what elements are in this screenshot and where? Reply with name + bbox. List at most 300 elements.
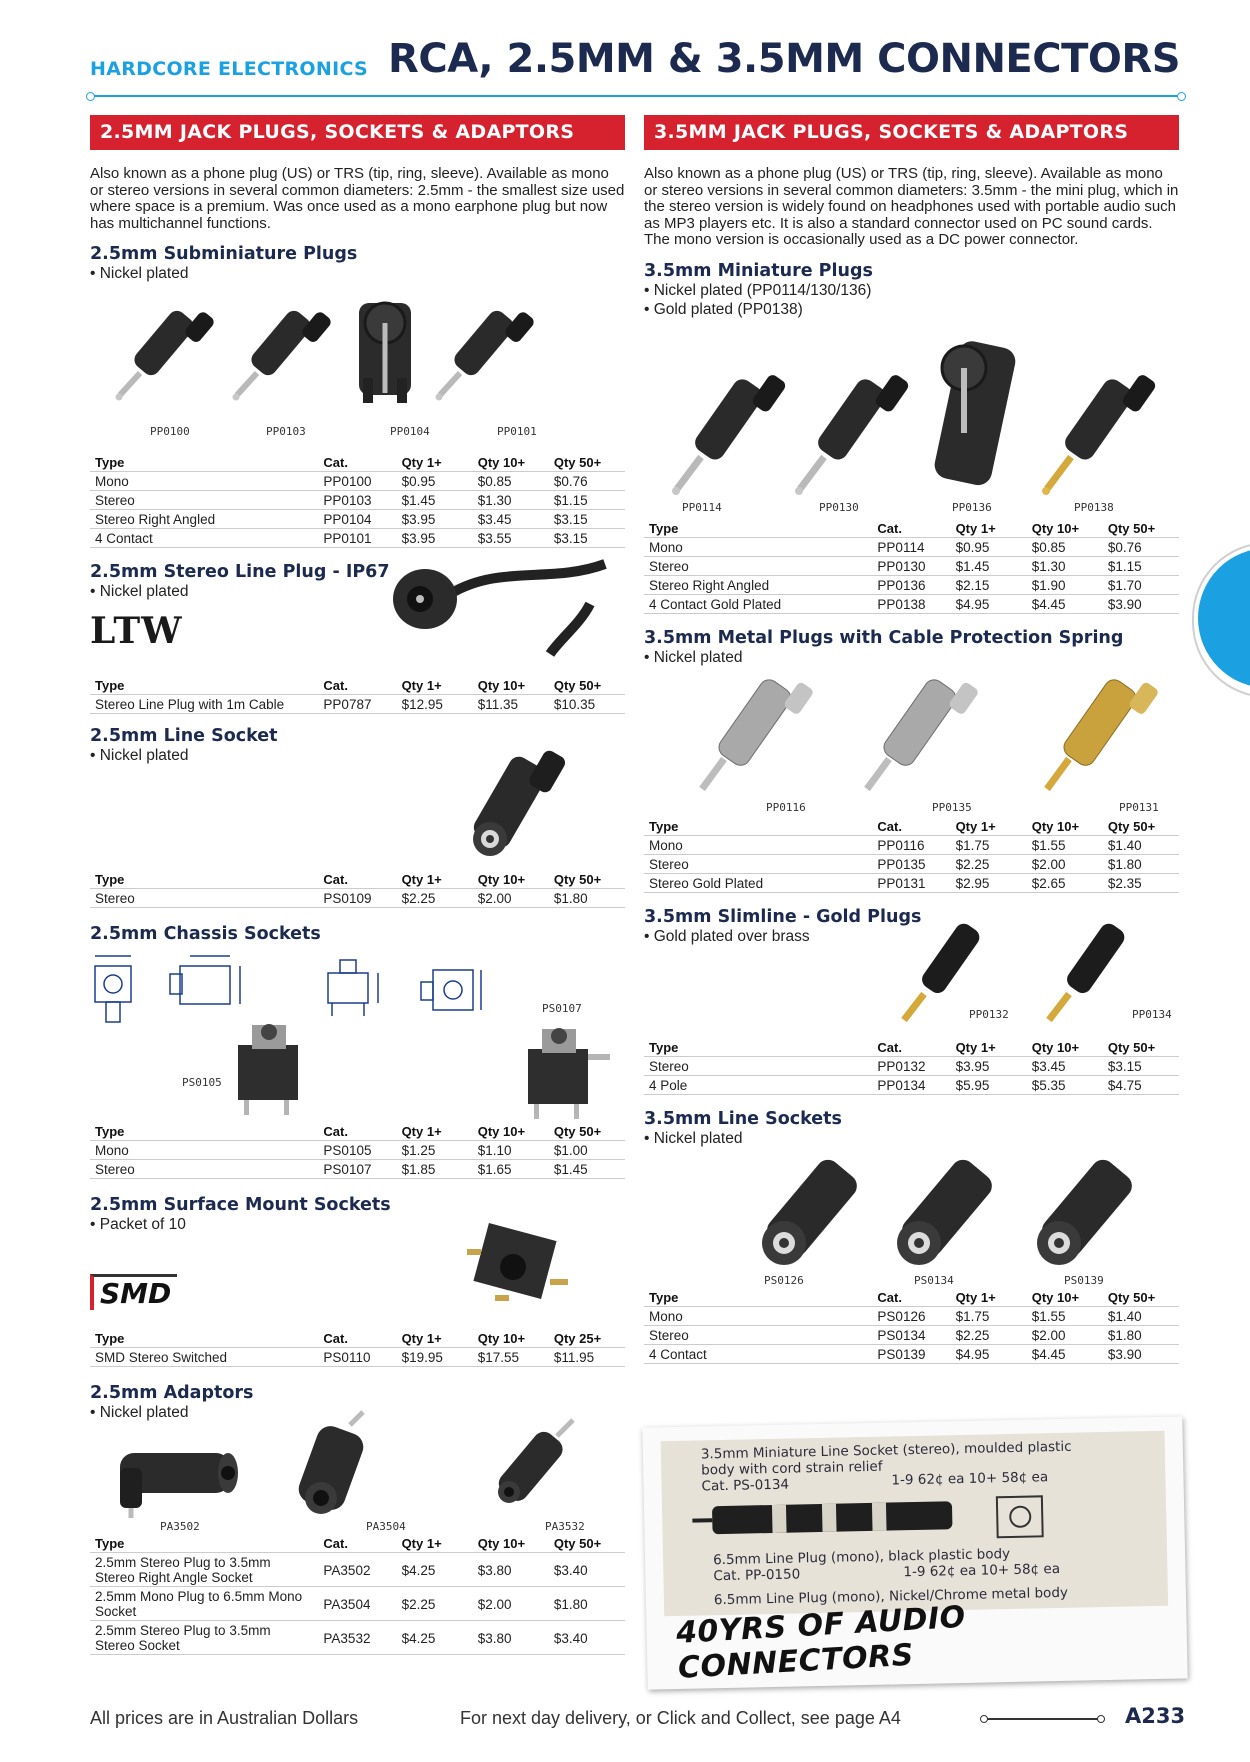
price-cell: $1.25	[397, 1141, 473, 1160]
product-images	[644, 1148, 1179, 1288]
column-header: Qty 10+	[473, 1329, 549, 1348]
product-type: Mono	[644, 537, 872, 556]
image-caption: PS0126	[764, 1273, 804, 1287]
intro-2-5mm: Also known as a phone plug (US) or TRS (tip, ring, sleeve). Available as mono or stereo versions in several common diameters: 2.5mm - the smallest size used where space is a premium. Was once used as a mono earphone plug but now has multichannel functions.	[90, 165, 625, 232]
product-type: Stereo Gold Plated	[644, 873, 872, 892]
table-header-row	[90, 1534, 625, 1553]
product-type: Stereo	[644, 556, 872, 575]
column-header: Cat.	[318, 676, 396, 695]
price-cell: $5.95	[951, 1075, 1027, 1094]
column-header: Qty 10+	[473, 870, 549, 889]
bullet-item: • Nickel plated	[90, 1403, 625, 1422]
chassis-diagram	[318, 948, 398, 1028]
chassis-socket-image	[520, 1024, 620, 1124]
product-title: 2.5mm Chassis Sockets	[90, 924, 321, 944]
column-header: Type	[90, 676, 318, 695]
product-images	[90, 283, 625, 453]
product-title: 3.5mm Slimline - Gold Plugs	[644, 906, 922, 927]
price-cell: $3.45	[473, 510, 549, 529]
product-images	[90, 1422, 625, 1534]
price-table	[90, 870, 625, 908]
column-header: Qty 50+	[549, 676, 625, 695]
image-caption: PA3532	[545, 1520, 585, 1533]
product-type: 4 Contact Gold Plated	[644, 594, 872, 613]
product-type: Mono	[90, 472, 318, 491]
column-header: Qty 1+	[397, 676, 473, 695]
column-header: Qty 50+	[1103, 519, 1179, 538]
price-cell: $2.00	[1027, 1325, 1103, 1344]
line-socket-image	[744, 1148, 884, 1273]
price-cell: $1.70	[1103, 575, 1179, 594]
price-cell: $0.95	[951, 537, 1027, 556]
column-header: Qty 50+	[549, 1534, 625, 1553]
column-header: Qty 1+	[951, 1038, 1027, 1057]
right-angle-plug-image	[924, 323, 1024, 503]
column-header: Type	[90, 1329, 318, 1348]
column-header: Qty 1+	[397, 870, 473, 889]
product-type: 2.5mm Mono Plug to 6.5mm Mono Socket	[90, 1587, 318, 1621]
catalogue-code: PP0136	[872, 575, 950, 594]
catalogue-code: PS0110	[318, 1348, 396, 1367]
adaptor-image	[295, 1410, 375, 1520]
price-cell: $3.90	[1103, 1344, 1179, 1363]
bullet-item: • Nickel plated (PP0114/130/136)	[644, 281, 1179, 300]
right-column	[644, 115, 1179, 1364]
line-socket-image	[1019, 1148, 1159, 1273]
price-cell: $3.15	[1103, 1056, 1179, 1075]
image-caption: PP0100	[150, 425, 190, 438]
column-header: Cat.	[318, 870, 396, 889]
product-title: 3.5mm Line Sockets	[644, 1108, 842, 1129]
table-row	[90, 1553, 625, 1587]
price-cell: $1.80	[549, 1587, 625, 1621]
price-cell: $4.45	[1027, 594, 1103, 613]
price-cell: $1.40	[1103, 1306, 1179, 1325]
image-caption: PS0139	[1064, 1273, 1104, 1287]
bullet-item: • Nickel plated	[90, 746, 625, 765]
image-caption: PS0134	[914, 1273, 954, 1287]
column-header: Qty 10+	[1027, 1288, 1103, 1307]
catalogue-code: PP0103	[318, 491, 396, 510]
price-cell: $19.95	[397, 1348, 473, 1367]
product-title: 2.5mm Adaptors	[90, 1383, 254, 1403]
image-caption: PP0134	[1132, 1007, 1172, 1021]
gold-metal-plug-image	[1039, 667, 1159, 797]
price-cell: $11.95	[549, 1348, 625, 1367]
price-cell: $1.75	[951, 1306, 1027, 1325]
price-cell: $2.25	[951, 1325, 1027, 1344]
product-images	[644, 319, 1179, 519]
price-cell: $1.30	[1027, 556, 1103, 575]
catalogue-code: PP0787	[318, 695, 396, 714]
price-table	[644, 519, 1179, 614]
product-type: Stereo Right Angled	[90, 510, 318, 529]
price-cell: $2.35	[1103, 873, 1179, 892]
table-row	[90, 889, 625, 908]
price-cell: $0.85	[1027, 537, 1103, 556]
delivery-note[interactable]: For next day delivery, or Click and Collect, see page A4	[460, 1708, 901, 1728]
price-cell: $1.65	[473, 1160, 549, 1179]
table-row	[90, 491, 625, 510]
price-cell: $3.95	[397, 510, 473, 529]
price-cell: $17.55	[473, 1348, 549, 1367]
product-type: 2.5mm Stereo Plug to 3.5mm Stereo Right Angle Socket	[90, 1553, 318, 1587]
retro-socket-illustration	[982, 1481, 1063, 1553]
price-cell: $3.15	[549, 529, 625, 548]
table-header-row	[644, 817, 1179, 836]
product-title: 2.5mm Stereo Line Plug - IP67	[90, 562, 390, 582]
column-header: Type	[90, 870, 318, 889]
product-type: Mono	[90, 1141, 318, 1160]
image-caption: PP0138	[1074, 500, 1114, 514]
price-cell: $3.95	[951, 1056, 1027, 1075]
table-row	[644, 835, 1179, 854]
column-header: Qty 1+	[951, 1288, 1027, 1307]
table-row	[644, 873, 1179, 892]
column-header: Type	[644, 1038, 872, 1057]
table-row	[644, 1325, 1179, 1344]
currency-note: All prices are in Australian Dollars	[90, 1708, 359, 1728]
price-cell: $1.40	[1103, 835, 1179, 854]
product-images	[90, 765, 625, 870]
product-type: Stereo	[644, 1325, 872, 1344]
image-caption: PP0131	[1119, 800, 1159, 814]
price-cell: $2.00	[1027, 854, 1103, 873]
footer-rule	[985, 1718, 1100, 1720]
product-type: Stereo	[644, 1056, 872, 1075]
column-header: Qty 1+	[951, 817, 1027, 836]
product-title: 2.5mm Line Socket	[90, 726, 278, 746]
chassis-diagram	[90, 948, 260, 1028]
product-type: 2.5mm Stereo Plug to 3.5mm Stereo Socket	[90, 1621, 318, 1655]
price-cell: $2.25	[397, 889, 473, 908]
column-header: Qty 50+	[1103, 1038, 1179, 1057]
product-title: 3.5mm Metal Plugs with Cable Protection Spring	[644, 627, 1124, 648]
price-cell: $2.25	[951, 854, 1027, 873]
product-title: 2.5mm Subminiature Plugs	[90, 244, 358, 264]
image-caption: PP0132	[969, 1007, 1009, 1021]
catalogue-code: PP0101	[318, 529, 396, 548]
column-header: Type	[90, 1122, 318, 1141]
product-type: Stereo	[90, 491, 318, 510]
price-cell: $0.95	[397, 472, 473, 491]
catalogue-code: PP0104	[318, 510, 396, 529]
column-header: Type	[90, 1534, 318, 1553]
table-row	[644, 1344, 1179, 1363]
column-header: Qty 50+	[1103, 817, 1179, 836]
retro-clipping-photo	[661, 1431, 1169, 1617]
column-header: Qty 1+	[397, 1329, 473, 1348]
column-header: Qty 1+	[397, 453, 473, 472]
price-cell: $1.45	[397, 491, 473, 510]
image-caption: PP0103	[266, 425, 306, 438]
column-header: Qty 50+	[549, 870, 625, 889]
plug-image	[792, 357, 912, 497]
retro-plug-illustration	[692, 1492, 993, 1542]
column-header: Cat.	[318, 453, 396, 472]
price-cell: $1.30	[473, 491, 549, 510]
catalogue-code: PS0105	[318, 1141, 396, 1160]
table-row	[644, 1075, 1179, 1094]
price-cell: $4.95	[951, 1344, 1027, 1363]
column-header: Cat.	[872, 817, 950, 836]
catalogue-code: PA3532	[318, 1621, 396, 1655]
catalogue-code: PS0126	[872, 1306, 950, 1325]
product-type: 4 Contact	[90, 529, 318, 548]
column-header: Qty 10+	[473, 453, 549, 472]
table-header-row	[90, 870, 625, 889]
price-cell: $5.35	[1027, 1075, 1103, 1094]
retro-text-line: Cat. PS-0134	[701, 1476, 790, 1495]
catalogue-code: PP0114	[872, 537, 950, 556]
product-type: Mono	[644, 835, 872, 854]
image-caption: PP0114	[682, 500, 722, 514]
adaptor-image	[100, 1428, 240, 1518]
product-type: Stereo Right Angled	[644, 575, 872, 594]
table-header-row	[644, 1038, 1179, 1057]
price-cell: $1.75	[951, 835, 1027, 854]
left-column	[90, 115, 625, 1655]
catalogue-code: PP0132	[872, 1056, 950, 1075]
column-header: Type	[644, 1288, 872, 1307]
product-images	[90, 1234, 625, 1329]
table-row	[90, 695, 625, 714]
section-title-2-5mm: 2.5MM JACK PLUGS, SOCKETS & ADAPTORS	[90, 115, 625, 150]
bullet-item: • Nickel plated	[90, 582, 625, 601]
product-type: Mono	[644, 1306, 872, 1325]
intro-3-5mm: Also known as a phone plug (US) or TRS (tip, ring, sleeve). Available as mono or stereo versions in several common diameters: 3.5mm - the mini plug, which in the stereo version is widely found on headphones used with portable audio such as MP3 players etc. It is also a standard connector used on PC sound cards. The mono version is occasionally used as a DC power connector.	[644, 165, 1179, 248]
column-header: Qty 25+	[549, 1329, 625, 1348]
product-images	[644, 667, 1179, 817]
product-type: Stereo	[90, 1160, 318, 1179]
catalogue-code: PP0130	[872, 556, 950, 575]
price-cell: $4.75	[1103, 1075, 1179, 1094]
image-caption: PA3504	[366, 1520, 406, 1533]
price-cell: $1.45	[549, 1160, 625, 1179]
table-row	[644, 594, 1179, 613]
plug-image	[669, 357, 789, 497]
lineplug-block	[90, 562, 625, 672]
image-caption: PP0104	[390, 425, 430, 438]
ltw-logo: LTW	[90, 610, 183, 652]
plug-image	[227, 293, 337, 403]
price-table	[644, 1038, 1179, 1095]
table-header-row	[90, 1122, 625, 1141]
table-row	[90, 472, 625, 491]
price-cell: $2.00	[473, 1587, 549, 1621]
column-header: Qty 10+	[473, 1534, 549, 1553]
page-title: RCA, 2.5MM & 3.5MM CONNECTORS	[388, 36, 1180, 82]
image-caption: PA3502	[160, 1520, 200, 1533]
product-type: Stereo	[644, 854, 872, 873]
image-caption: PS0107	[542, 1002, 582, 1015]
product-title: 3.5mm Miniature Plugs	[644, 260, 873, 281]
column-header: Cat.	[872, 1038, 950, 1057]
price-table	[90, 1329, 625, 1367]
price-cell: $0.85	[473, 472, 549, 491]
price-table	[644, 817, 1179, 893]
image-caption: PP0130	[819, 500, 859, 514]
adaptor-image	[485, 1414, 585, 1514]
price-cell: $4.25	[397, 1621, 473, 1655]
column-header: Type	[644, 519, 872, 538]
right-angle-plug-image	[345, 283, 425, 413]
catalogue-code: PP0135	[872, 854, 950, 873]
table-header-row	[90, 453, 625, 472]
retro-caption: 40YRS OF AUDIO CONNECTORS	[675, 1599, 967, 1686]
table-row	[90, 1621, 625, 1655]
catalogue-code: PS0139	[872, 1344, 950, 1363]
column-header: Cat.	[318, 1534, 396, 1553]
price-cell: $1.55	[1027, 1306, 1103, 1325]
image-caption: PP0135	[932, 800, 972, 814]
price-table	[90, 453, 625, 548]
column-header: Qty 10+	[473, 1122, 549, 1141]
table-header-row	[644, 519, 1179, 538]
table-row	[90, 1348, 625, 1367]
price-cell: $1.55	[1027, 835, 1103, 854]
price-cell: $3.40	[549, 1553, 625, 1587]
ip67-plug-image	[380, 544, 620, 664]
metal-plug-image	[859, 667, 979, 797]
column-header: Cat.	[318, 1329, 396, 1348]
price-cell: $1.80	[1103, 1325, 1179, 1344]
table-row	[644, 556, 1179, 575]
image-caption: PS0105	[182, 1076, 222, 1089]
table-header-row	[90, 1329, 625, 1348]
column-header: Qty 50+	[549, 1122, 625, 1141]
bullet-item: • Gold plated over brass	[644, 927, 1179, 946]
catalogue-code: PP0116	[872, 835, 950, 854]
price-cell: $2.65	[1027, 873, 1103, 892]
table-row	[644, 854, 1179, 873]
catalogue-code: PS0107	[318, 1160, 396, 1179]
catalogue-code: PP0131	[872, 873, 950, 892]
chassis-socket-image	[230, 1020, 320, 1120]
price-cell: $0.76	[549, 472, 625, 491]
product-title: 2.5mm Surface Mount Sockets	[90, 1195, 391, 1215]
product-type: 4 Contact	[644, 1344, 872, 1363]
price-cell: $1.80	[1103, 854, 1179, 873]
bullet-item: • Nickel plated	[644, 1129, 1179, 1148]
price-cell: $10.35	[549, 695, 625, 714]
chassis-diagram	[415, 958, 495, 1028]
price-cell: $11.35	[473, 695, 549, 714]
plug-image	[110, 293, 220, 403]
column-header: Qty 50+	[549, 453, 625, 472]
section-title-3-5mm: 3.5MM JACK PLUGS, SOCKETS & ADAPTORS	[644, 115, 1179, 150]
table-row	[90, 1160, 625, 1179]
metal-plug-image	[694, 667, 814, 797]
column-header: Cat.	[872, 1288, 950, 1307]
price-cell: $1.00	[549, 1141, 625, 1160]
table-row	[644, 1056, 1179, 1075]
price-cell: $3.45	[1027, 1056, 1103, 1075]
bullet-item: • Nickel plated	[644, 648, 1179, 667]
retro-text-line: 3.5mm Miniature Line Socket (stereo), moulded plastic	[700, 1438, 1072, 1463]
price-cell: $3.40	[549, 1621, 625, 1655]
price-table	[90, 1534, 625, 1655]
price-cell: $4.95	[951, 594, 1027, 613]
price-cell: $2.25	[397, 1587, 473, 1621]
smd-logo-text: SMD	[90, 1274, 177, 1310]
product-images	[644, 946, 1179, 1038]
table-row	[644, 1306, 1179, 1325]
price-cell: $1.80	[549, 889, 625, 908]
brand-label: HARDCORE ELECTRONICS	[90, 58, 369, 80]
column-header: Qty 1+	[397, 1534, 473, 1553]
column-header: Qty 50+	[1103, 1288, 1179, 1307]
image-caption: PP0136	[952, 500, 992, 514]
line-socket-image	[879, 1148, 1019, 1273]
table-row	[644, 575, 1179, 594]
product-images	[90, 944, 625, 1122]
bullet-item: • Gold plated (PP0138)	[644, 300, 1179, 319]
price-cell: $12.95	[397, 695, 473, 714]
table-header-row	[90, 676, 625, 695]
header-rule	[92, 95, 1180, 97]
column-header: Qty 1+	[397, 1122, 473, 1141]
retro-catalogue-clipping	[642, 1416, 1187, 1689]
retro-text-line: 6.5mm Line Plug (mono), black plastic body	[712, 1546, 1011, 1569]
catalogue-code: PA3502	[318, 1553, 396, 1587]
product-type: 4 Pole	[644, 1075, 872, 1094]
retro-text-line: 1-9 62¢ ea 10+ 58¢ ea	[891, 1469, 1049, 1489]
price-cell: $3.90	[1103, 594, 1179, 613]
catalogue-code: PA3504	[318, 1587, 396, 1621]
page-number: A233	[1125, 1704, 1186, 1728]
page-edge-tab[interactable]	[1198, 548, 1250, 688]
catalogue-code: PP0138	[872, 594, 950, 613]
catalogue-code: PP0100	[318, 472, 396, 491]
price-cell: $1.85	[397, 1160, 473, 1179]
price-cell: $2.00	[473, 889, 549, 908]
catalogue-code: PP0134	[872, 1075, 950, 1094]
bullet-item: • Nickel plated	[90, 264, 625, 283]
price-cell: $1.10	[473, 1141, 549, 1160]
price-cell: $1.15	[549, 491, 625, 510]
price-cell: $4.45	[1027, 1344, 1103, 1363]
price-cell: $4.25	[397, 1553, 473, 1587]
column-header: Qty 10+	[1027, 519, 1103, 538]
table-row	[90, 1587, 625, 1621]
image-caption: PP0116	[766, 800, 806, 814]
plug-image	[430, 293, 540, 403]
retro-text-line: body with cord strain relief	[701, 1458, 883, 1479]
price-cell: $2.15	[951, 575, 1027, 594]
price-cell: $2.95	[951, 873, 1027, 892]
product-type: SMD Stereo Switched	[90, 1348, 318, 1367]
column-header: Qty 10+	[473, 676, 549, 695]
retro-text-line: Cat. PP-0150	[713, 1566, 801, 1585]
bullet-item: • Packet of 10	[90, 1215, 625, 1234]
catalogue-code: PS0109	[318, 889, 396, 908]
price-cell: $3.80	[473, 1621, 549, 1655]
smt-socket-image	[465, 1219, 575, 1309]
table-header-row	[644, 1288, 1179, 1307]
price-table	[90, 676, 625, 714]
price-table	[90, 1122, 625, 1179]
retro-text-line: 1-9 62¢ ea 10+ 58¢ ea	[903, 1560, 1061, 1581]
column-header: Qty 10+	[1027, 817, 1103, 836]
price-cell: $3.15	[549, 510, 625, 529]
product-type: Stereo	[90, 889, 318, 908]
price-cell: $3.80	[473, 1553, 549, 1587]
price-table	[644, 1288, 1179, 1364]
column-header: Type	[644, 817, 872, 836]
price-cell: $1.45	[951, 556, 1027, 575]
column-header: Qty 1+	[951, 519, 1027, 538]
